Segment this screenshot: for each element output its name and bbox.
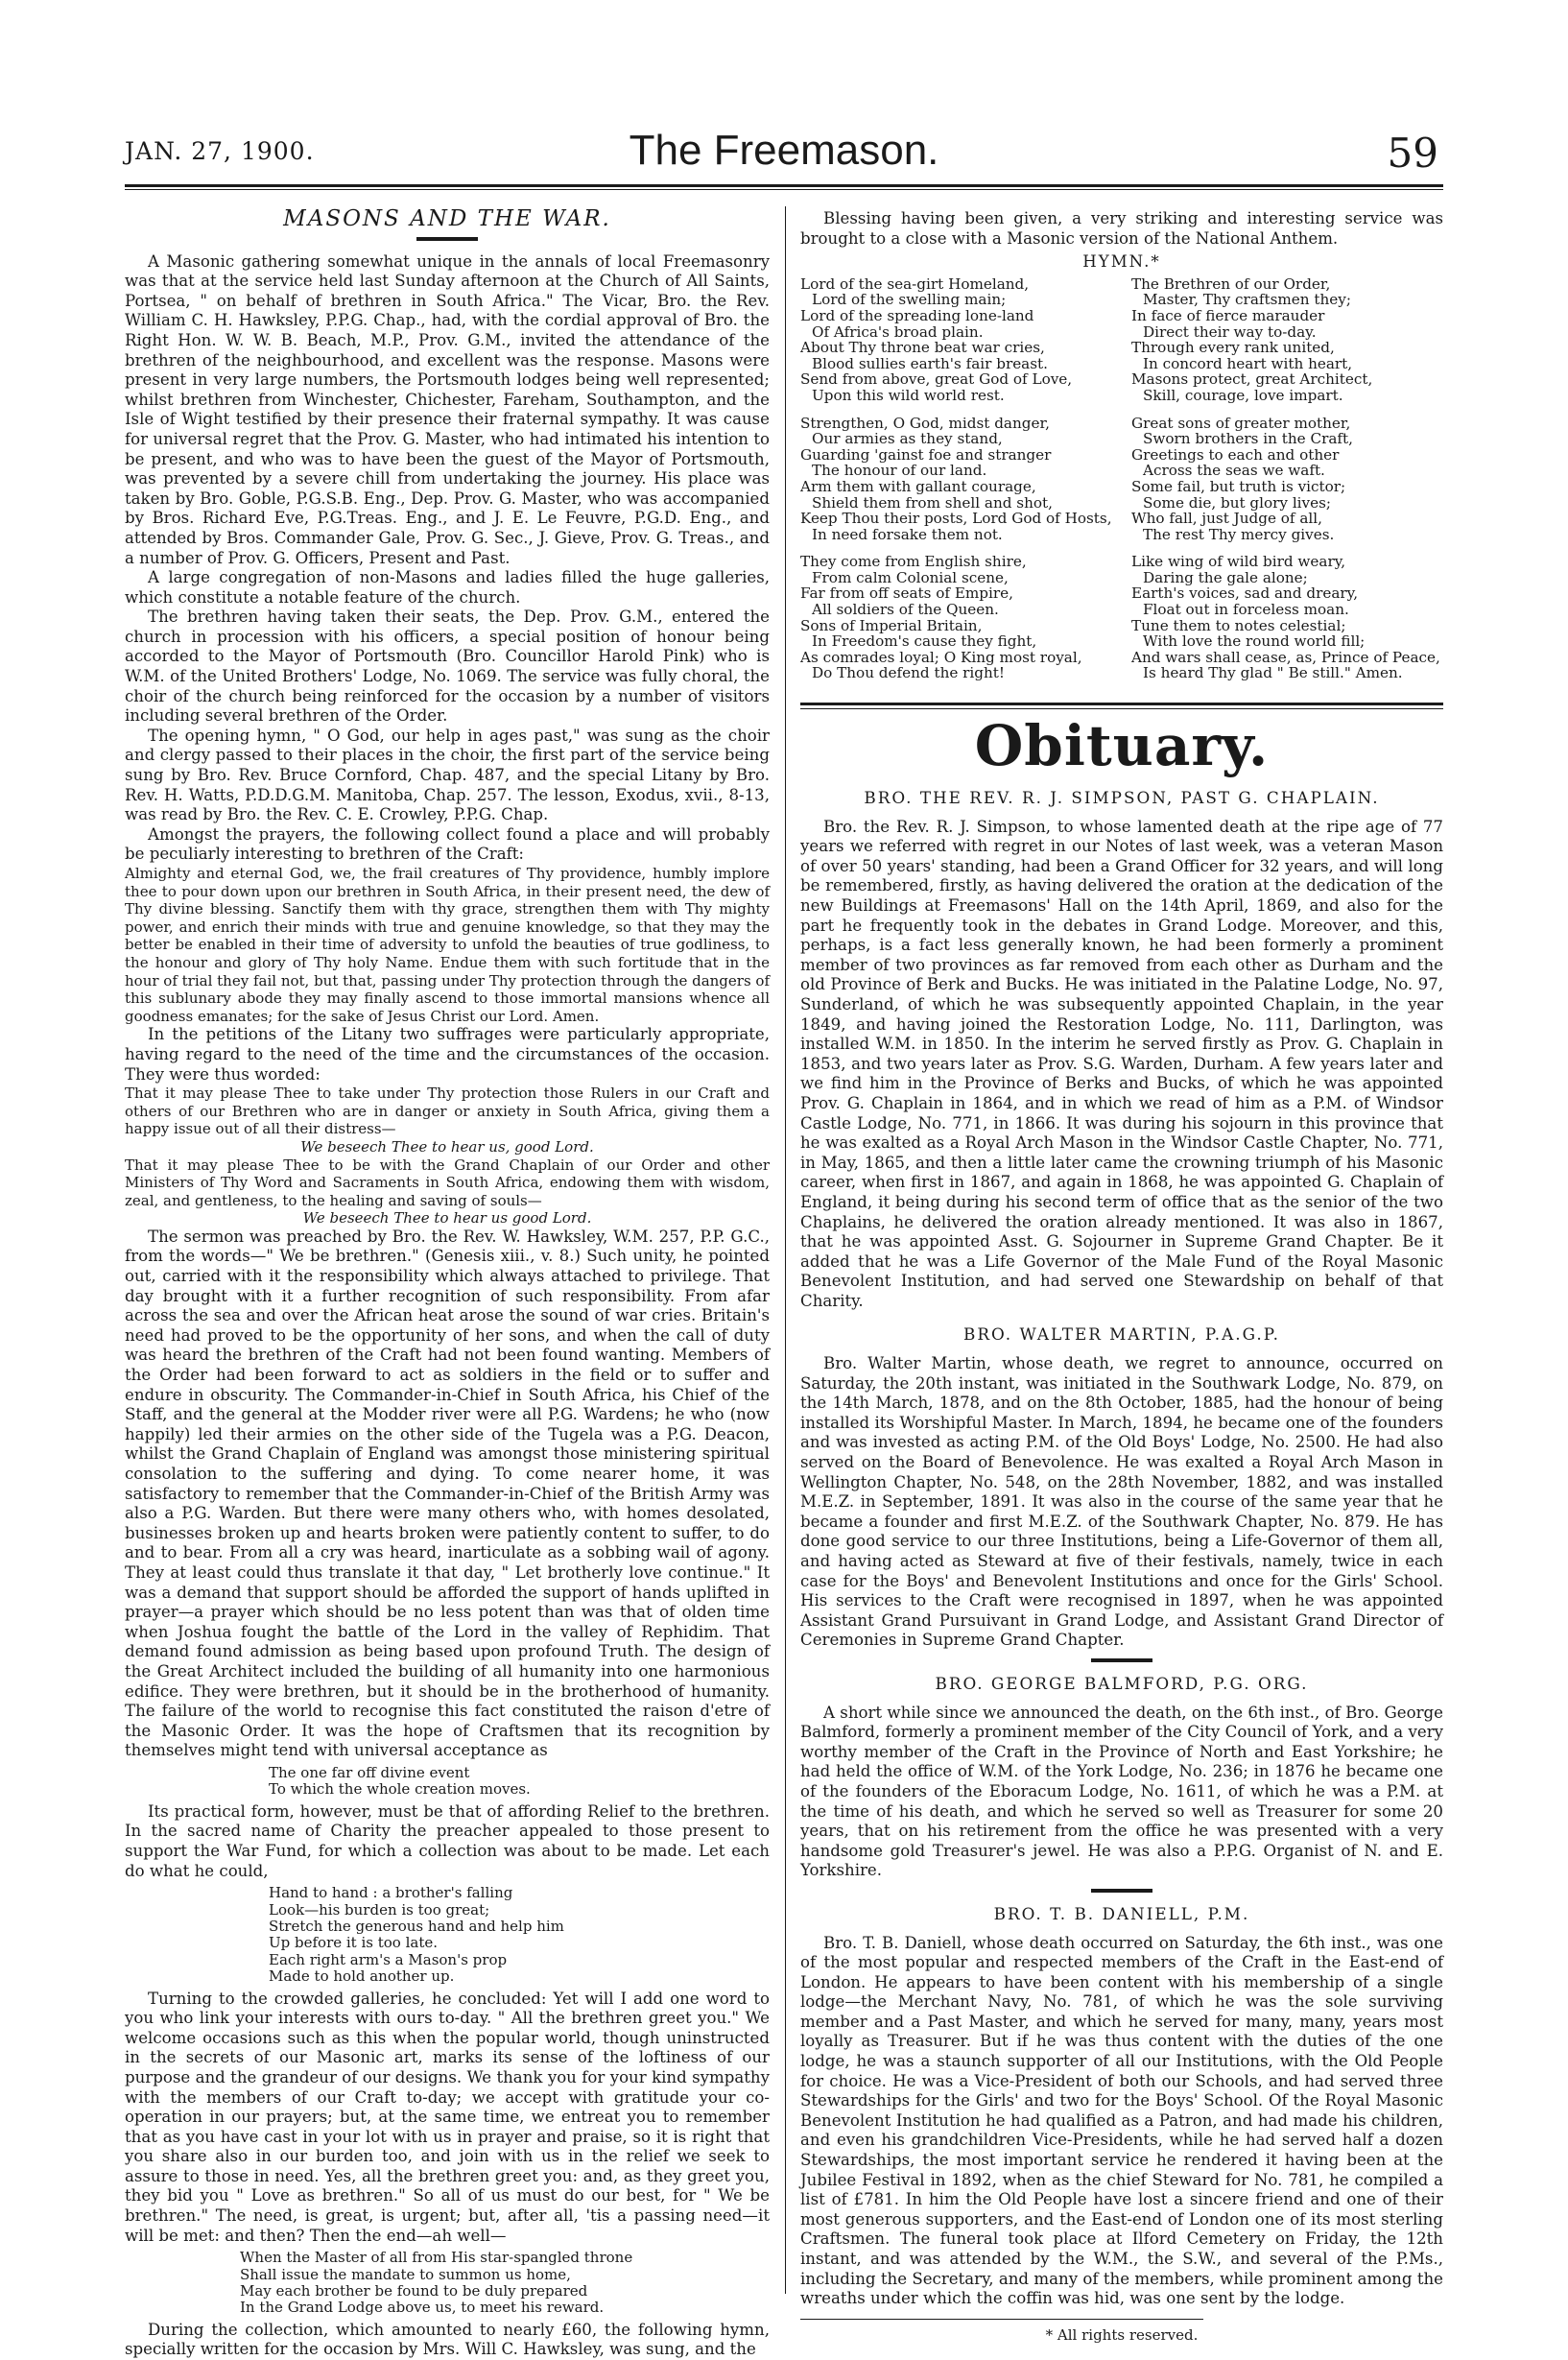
article-paragraph: Blessing having been given, a very striking and interesting service was brought to a close with a Masonic version of the National Anthem. xyxy=(800,209,1443,248)
obituary-paragraph: Bro. T. B. Daniell, whose death occurred on Saturday, the 6th inst., was one of the most popular and respected members of the Craft in the East-end of London. He appears to have been content with his membership of a single lodge—the Merchant Navy, No. 781, of which he was the sole surviving member and a Past Master, and which he served for many, many, years most loyally as Treasurer. But if he was thus content with the duties of the one lodge, he was a staunch supporter of all our Institutions, with the Old People for choice. He was a Vice-President of both our Schools, and had served three Stewardships for the Girls' and two for the Boys' School. Of the Royal Masonic Benevolent Institution he had qualified as a Patron, and had made his children, and even his grandchildren Vice-Presidents, while he had served half a dozen Stewardships, the most important service he rendered it having been at the Jubilee Festival in 1892, when as the chief Steward for No. 781, he compiled a list of £781. In him the Old People have lost a sincere friend and one of their most generous supporters, and the East-end of London one of its most sterling Craftsmen. The funeral took place at Ilford Cemetery on Friday, the 12th instant, and was attended by the W.M., the S.W., and several of the P.Ms., including the Secretary, and many of the members, while prominent among the wreaths under which the coffin was hid, was one sent by the lodge. xyxy=(800,1933,1443,2308)
footnote-rule xyxy=(800,2319,1203,2320)
header-rule-thin xyxy=(125,189,1443,190)
issue-date: JAN. 27, 1900. xyxy=(125,137,315,165)
article-paragraph: The sermon was preached by Bro. the Rev. W. Hawksley, W.M. 257, P.P. G.C., from the words—" We be brethren." (Genesis xiii., v. 8.) Such unity, he pointed out, carried with it the responsibility which always attached to privilege. That day brought with it a further recognition of such responsibility. From afar across the sea and over the African heat arose the sound of war cries. Britain's need had proved to be the opportunity of her sons, and when the call of duty was heard the brethren of the Craft had not been found wanting. Members of the Order had been forward to act as soldiers in the field or to suffer and endure in obscurity. The Commander-in-Chief in South Africa, his Chief of the Staff, and the general at the Modder river were all P.G. Wardens; he who (now happily) led their armies on the other side of the Tugela was a P.G. Deacon, whilst the Grand Chaplain of England was amongst those ministering spiritual consolation to the suffering and dying. To come nearer home, it was satisfactory to remember that the Commander-in-Chief of the British Army was also a P.G. Warden. But there were many others who, with homes desolated, businesses broken up and hearts broken were patiently content to suffer, to do and to bear. From all a cry was heard, inarticulate as a sobbing wail of agony. They at least could thus translate it that day, " Let brotherly love continue." It was a demand that support should be afforded the support of hands uplifted in prayer—a prayer which should be no less potent than was that of olden time when Joshua fought the battle of the Lord in the valley of Rephidim. That demand found admission as being based upon profound Truth. The design of the Great Architect included the building of all humanity into one harmonious edifice. They were brethren, but it should be in the brotherhood of humanity. The failure of the world to recognise this fact constituted the raison d'etre of the Masonic Order. It was the hope of Craftsmen that its recognition by themselves might tend with universal acceptance as xyxy=(125,1227,770,1760)
section-rule xyxy=(800,703,1443,709)
article-paragraph: Turning to the crowded galleries, he concluded: Yet will I add one word to you who link your interests with ours to-day. " All the brethren greet you." We welcome occasions such as this when the popular world, though uninstructed in the secrets of our Masonic art, marks its sense of the loftiness of our purpose and the grandeur of our designs. We thank you for your kind sympathy with the members of our Craft to-day; we accept with gratitude your co-operation in our prayers; but, at the same time, we entreat you to remember that as you have cast in your lot with us in prayer and praise, so it is right that you share also in our burden too, and join with us in the relief we seek to assure to those in need. Yes, all the brethren greet you: and, as they greet you, they bid you " Love as brethren." So all of us must do our best, for " We be brethren." The need, is great, is urgent; but, after all, 'tis a passing need—it will be met: and then? Then the end—ah well— xyxy=(125,1989,770,2245)
heading-rule xyxy=(416,237,478,241)
article-paragraph: Amongst the prayers, the following collect found a place and will probably be peculiarly interesting to brethren of the Craft: xyxy=(125,824,770,864)
hymn-stanza: Like wing of wild bird weary, Daring the gale alone; Earth's voices, sad and dreary, Float out in forceless moan. Tune them to notes celestial; With love the round world fill; And wars shall cease, as, Prince of Peace, Is heard Thy glad " Be still." Amen. xyxy=(1131,553,1440,682)
obituary-paragraph: Bro. the Rev. R. J. Simpson, to whose lamented death at the ripe age of 77 years we referred with regret in our Notes of last week, was a veteran Mason of over 50 years' standing, had been a Grand Officer for 32 years, and will long be remembered, firstly, as having delivered the oration at the dedication of the new Buildings at Freemasons' Hall on the 14th April, 1869, and also for the part he frequently took in the debates in Grand Lodge. Moreover, and this, perhaps, is a fact less generally known, he had been formerly a prominent member of two provinces as far removed from each other as Durham and the old Province of Berk and Bucks. He was initiated in the Palatine Lodge, No. 97, Sunderland, of which he was subsequently appointed Chaplain, in the year 1849, and having joined the Restoration Lodge, No. 111, Darlington, was installed W.M. in 1850. In the interim he served firstly as Prov. G. Chaplain in 1853, and two years later as Prov. S.G. Warden, Durham. A few years later and we find him in the Province of Berks and Bucks, of which he was appointed Prov. G. Chaplain in 1864, and in which we read of him as a P.M. of Windsor Castle Lodge, No. 771, in 1866. It was during his sojourn in this province that he was exalted as a Royal Arch Mason in the Windsor Castle Chapter, No. 771, in May, 1865, and then a little later came the crowning triumph of his Masonic career, when first in 1867, and again in 1868, he was appointed G. Chaplain of England, it being during his second term of office that as the senior of the two Chaplains, he delivered the oration already mentioned. It was also in 1867, that he was appointed Asst. G. Sojourner in Supreme Grand Chapter. Be it added that he was a Life Governor of the Male Fund of the Royal Masonic Benevolent Institution, and had served one Stewardship on behalf of that Charity. xyxy=(800,817,1443,1310)
article-paragraph: During the collection, which amounted to nearly £60, the following hymn, specially written for the occasion by Mrs. Will C. Hawksley, was sung, and the xyxy=(125,2320,770,2359)
hymn-title: HYMN.* xyxy=(1082,252,1161,272)
header-rule xyxy=(125,184,1443,187)
column-divider xyxy=(785,206,786,2294)
hymn-stanza: They come from English shire, From calm Colonial scene, Far from off seats of Empire, All soldiers of the Queen. Sons of Imperial Britain, In Freedom's cause they fight, As comrades loyal; O King most royal, Do Thou defend the right! xyxy=(800,553,1082,682)
hymn-stanza: The Brethren of our Order, Master, Thy craftsmen they; In face of fierce marauder Direct their way to-day. Through every rank united, In concord heart with heart, Masons protect, great Architect, Skill, courage, love impart. xyxy=(1131,274,1373,404)
litany-suffrage: That it may please Thee to take under Thy protection those Rulers in our Craft and others of our Brethren who are in danger or anxiety in South Africa, giving them a happy issue out of all their distress— xyxy=(125,1085,770,1138)
article-paragraph: Its practical form, however, must be that of affording Relief to the brethren. In the sacred name of Charity the preacher appealed to those present to support the War Fund, for which a collection was about to be made. Let each do what he could, xyxy=(125,1801,770,1880)
obituary-paragraph: Bro. Walter Martin, whose death, we regret to announce, occurred on Saturday, the 20th instant, was initiated in the Southwark Lodge, No. 879, on the 14th March, 1878, and on the 8th October, 1885, had the honour of being installed its Worshipful Master. In March, 1894, he became one of the founders and was invested as acting P.M. of the Old Boys' Lodge, No. 2500. He had also served on the Board of Benevolence. He was exalted a Royal Arch Mason in Wellington Chapter, No. 548, on the 28th November, 1882, and was installed M.E.Z. in September, 1891. It was also in the course of the same year that he became a founder and first M.E.Z. of the Southwark Chapter, No. 879. He has done good service to our three Institutions, being a Life-Governor of them all, and having acted as Steward at five of their festivals, namely, twice in each case for the Boys' and Benevolent Institutions and once for the Girls' School. His services to the Craft were recognised in 1897, when he was appointed Assistant Grand Pursuivant in Grand Lodge, and Assistant Grand Director of Ceremonies in Supreme Grand Chapter. xyxy=(800,1354,1443,1650)
footnote: * All rights reserved. xyxy=(1045,2325,1199,2344)
hymn-column-left xyxy=(800,276,1112,693)
obituary-heading: BRO. T. B. DANIELL, P.M. xyxy=(993,1903,1250,1923)
article-paragraph: A Masonic gathering somewhat unique in the annals of local Freemasonry was that at the service held last Sunday afternoon at the Church of All Saints, Portsea, " on behalf of brethren in South Africa." The Vicar, Bro. the Rev. William C. H. Hawksley, P.P.G. Chap., had, with the cordial approval of Bro. the Right Hon. W. W. B. Beach, M.P., Prov. G.M., invited the attendance of the brethren of the neighbourhood, and excellent was the response. Masons were present in very large numbers, the Portsmouth lodges being well represented; whilst brethren from Winchester, Chichester, Fareham, Southampton, and the Isle of Wight testified by their presence their fraternal sympathy. It was cause for universal regret that the Prov. G. Master, who had intimated his intention to be present, and who was to have been the guest of the Mayor of Portsmouth, was prevented by a severe chill from undertaking the journey. His place was taken by Bro. Goble, P.G.S.B. Eng., Dep. Prov. G. Master, who was accompanied by Bros. Richard Eve, P.G.Treas. Eng., and J. E. Le Feuvre, P.G.D. Eng., and attended by Bros. Commander Gale, Prov. G. Sec., J. Gieve, Prov. G. Treas., and a number of Prov. G. Officers, Present and Past. xyxy=(125,251,770,567)
obituary-rule xyxy=(1091,1889,1152,1893)
litany-suffrage: That it may please Thee to be with the Grand Chaplain of our Order and other Ministers of Thy Word and Sacraments in South Africa, endowing them with wisdom, zeal, and gentleness, to the healing and saving of souls— xyxy=(125,1156,770,1209)
obituary-heading: BRO. GEORGE BALMFORD, P.G. ORG. xyxy=(935,1673,1309,1693)
obituary-title: Obituary. xyxy=(974,713,1270,779)
litany-response: We beseech Thee to hear us, good Lord. xyxy=(300,1137,594,1156)
obituary-rule xyxy=(1091,1658,1152,1662)
obituary-heading: BRO. THE REV. R. J. SIMPSON, PAST G. CHAPLAIN. xyxy=(864,788,1380,808)
article-paragraph: The opening hymn, " O God, our help in ages past," was sung as the choir and clergy passed to their places in the choir, the first part of the service being sung by Bro. Rev. Bruce Cornford, Chap. 487, and the special Litany by Bro. Rev. H. Watts, P.D.D.G.M. Manitoba, Chap. 257. The lesson, Exodus, xvii., 8-13, was read by Bro. the Rev. C. E. Crowley, P.P.G. Chap. xyxy=(125,726,770,824)
obituary-heading: BRO. WALTER MARTIN, P.A.G.P. xyxy=(963,1324,1280,1345)
article-paragraph: A large congregation of non-Masons and ladies filled the huge galleries, which constitute a notable feature of the church. xyxy=(125,568,770,607)
masthead-title: The Freemason. xyxy=(629,127,939,174)
article-paragraph: In the petitions of the Litany two suffrages were particularly appropriate, having regard to the need of the time and the circumstances of the occasion. They were thus worded: xyxy=(125,1025,770,1084)
article-paragraph: The brethren having taken their seats, the Dep. Prov. G.M., entered the church in procession with his officers, a special position of honour being accorded to the Mayor of Portsmouth (Bro. Councillor Harold Pink) who is W.M. of the United Brothers' Lodge, No. 1069. The service was fully choral, the choir of the church being reinforced for the occasion by a number of visitors including several brethren of the Order. xyxy=(125,608,770,726)
hymn-stanza: Strengthen, O God, midst danger, Our armies as they stand, Guarding 'gainst foe and stranger The honour of our land. Arm them with gallant courage, Shield them from shell and shot, Keep Thou their posts, Lord God of Hosts, In need forsake them not. xyxy=(800,414,1112,543)
article-heading: MASONS AND THE WAR. xyxy=(283,206,611,231)
quoted-verse: Hand to hand : a brother's falling Look—his burden is too great; Stretch the generous hand and help him Up before it is too late. Each right arm's a Mason's prop Made to hold another up. xyxy=(269,1884,564,1986)
hymn-stanza: Great sons of greater mother, Sworn brothers in the Craft, Greetings to each and other Across the seas we waft. Some fail, but truth is victor; Some die, but glory lives; Who fall, just Judge of all, The rest Thy mercy gives. xyxy=(1131,414,1353,543)
right-column xyxy=(800,209,1443,2345)
collect-prayer: Almighty and eternal God, we, the frail creatures of Thy providence, humbly implore thee to pour down upon our brethren in South Africa, in their present need, the dew of Thy divine blessing. Sanctify them with thy grace, strengthen them with Thy mighty power, and enrich their minds with true and genuine knowledge, so that they may the better be enabled in their time of adversity to unfold the beauties of true godliness, to the honour and glory of Thy holy Name. Endue them with such fortitude that in the hour of trial they fail not, but that, passing under Thy protection through the dangers of this sublunary abode they may finally ascend to those immortal mansions whence all goodness emanates; for the sake of Jesus Christ our Lord. Amen. xyxy=(125,865,770,1025)
left-column xyxy=(125,206,770,2360)
hymn-column-right xyxy=(1131,276,1443,693)
quoted-verse: The one far off divine event To which the whole creation moves. xyxy=(269,1763,531,1799)
hymn xyxy=(800,276,1443,693)
hymn-stanza: Lord of the sea-girt Homeland, Lord of the swelling main; Lord of the spreading lone-land Of Africa's broad plain. About Thy throne beat war cries, Blood sullies earth's fair breast. Send from above, great God of Love, Upon this wild world rest. xyxy=(800,274,1073,404)
page-number: 59 xyxy=(1387,130,1438,177)
litany-response: We beseech Thee to hear us good Lord. xyxy=(302,1209,592,1228)
obituary-paragraph: A short while since we announced the death, on the 6th inst., of Bro. George Balmford, formerly a prominent member of the City Council of York, and a very worthy member of the Craft in the Province of North and East Yorkshire; he had held the office of W.M. of the York Lodge, No. 236; in 1876 he became one of the founders of the Eboracum Lodge, No. 1611, of which he was a P.M. at the time of his death, and which he served so well as Treasurer for some 20 years, that on his retirement from the office he was presented with a very handsome gold Treasurer's jewel. He was also a P.P.G. Organist of N. and E. Yorkshire. xyxy=(800,1703,1443,1880)
quoted-verse: When the Master of all from His star-spangled throne Shall issue the mandate to summon us home, May each brother be found to be duly prepared In the Grand Lodge above us, to meet his reward. xyxy=(240,2249,633,2317)
